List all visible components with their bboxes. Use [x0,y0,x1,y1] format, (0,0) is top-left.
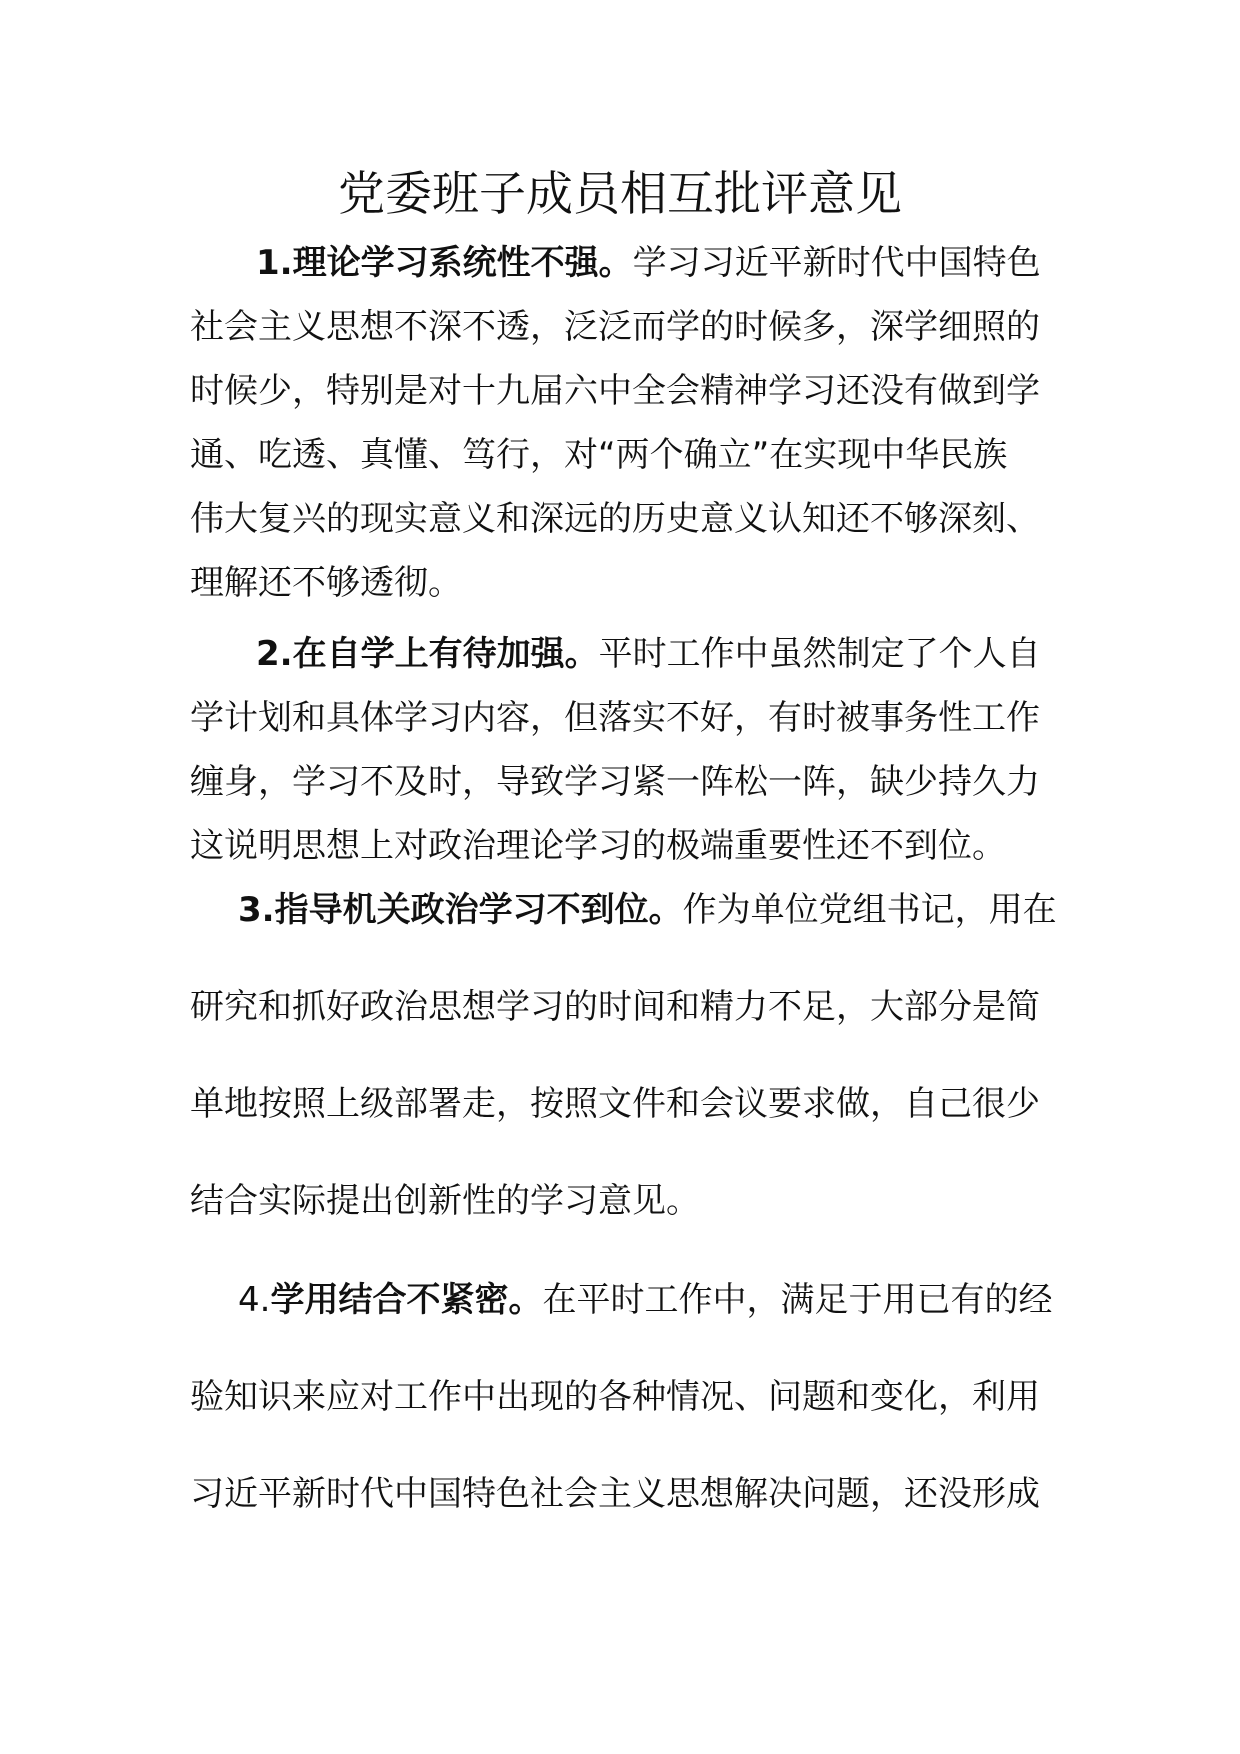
section-2-line: 这说明思想上对政治理论学习的极端重要性还不到位。 [190,826,1006,866]
section-1-line: 社会主义思想不深不透，泛泛而学的时候多，深学细照的 [190,307,1040,347]
section-4-line: 习近平新时代中国特色社会主义思想解决问题，还没形成 [190,1474,1040,1514]
section-3 [190,878,1060,1266]
section-2-text: 平时工作中虽然制定了个人自 [598,634,1041,674]
section-2-line: 缠身，学习不及时，导致学习紧一阵松一阵，缺少持久力 [190,762,1040,802]
section-1-first-line [190,231,1060,295]
section-2-first-line [190,622,1060,686]
section-1 [190,231,1060,615]
section-2-line: 学计划和具体学习内容，但落实不好，有时被事务性工作 [190,698,1040,738]
section-1-line: 伟大复兴的现实意义和深远的历史意义认知还不够深刻、 [190,499,1040,539]
section-4-first-line [190,1268,1060,1365]
section-4 [190,1268,1060,1559]
section-3-line: 单地按照上级部署走，按照文件和会议要求做，自己很少 [190,1084,1040,1124]
section-4-line: 验知识来应对工作中出现的各种情况、问题和变化，利用 [190,1377,1040,1417]
section-1-line: 时候少，特别是对十九届六中全会精神学习还没有做到学 [190,371,1040,411]
section-1-text: 学习习近平新时代中国特色 [632,243,1041,283]
section-3-first-line [190,878,1060,975]
section-2-heading: 2.在自学上有待加强。 [256,634,599,674]
section-4-heading: 学用结合不紧密。 [270,1280,543,1320]
section-4-number: 4. [238,1280,271,1320]
section-4-text: 在平时工作中，满足于用已有的经 [542,1280,1053,1320]
section-1-line: 理解还不够透彻。 [190,563,462,603]
document-title: 党委班子成员相互批评意见 [338,167,902,222]
section-3-heading: 3.指导机关政治学习不到位。 [238,890,683,930]
section-1-heading: 1.理论学习系统性不强。 [256,243,633,283]
section-3-text: 作为单位党组书记，用在 [682,890,1057,930]
section-3-line: 结合实际提出创新性的学习意见。 [190,1181,700,1221]
section-2 [190,622,1060,878]
section-1-line: 通、吃透、真懂、笃行，对“两个确立”在实现中华民族 [190,435,1008,475]
section-3-line: 研究和抓好政治思想学习的时间和精力不足，大部分是简 [190,987,1040,1027]
